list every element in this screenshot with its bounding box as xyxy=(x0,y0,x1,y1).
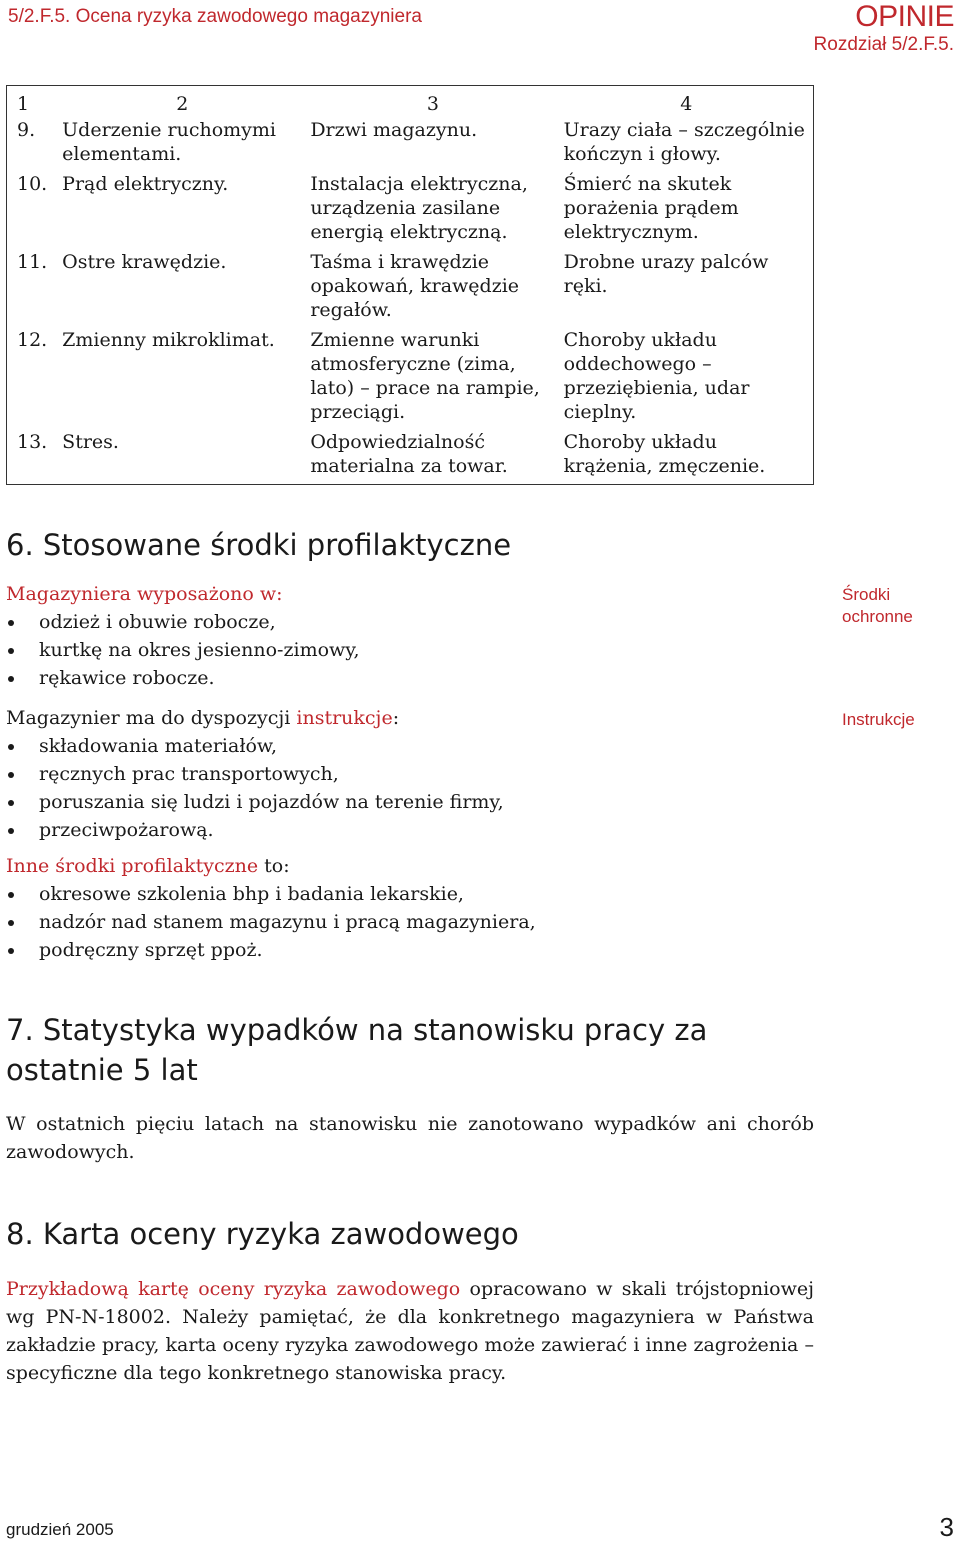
other-measures-block xyxy=(6,852,814,964)
table-row xyxy=(7,430,814,485)
running-header-right xyxy=(814,0,954,56)
effect-cell: Choroby układu krążenia, zmęczenie. xyxy=(563,431,766,477)
hazard-cell: Stres. xyxy=(62,431,119,453)
table-row xyxy=(7,250,814,328)
hazard-cell: Ostre krawędzie. xyxy=(62,251,227,273)
list-item: okresowe szkolenia bhp i badania lekarskie, xyxy=(6,880,814,908)
section-7-heading-line: ostatnie 5 lat xyxy=(6,1053,198,1087)
instructions-list xyxy=(6,732,814,844)
instructions-intro xyxy=(6,704,814,732)
table-row xyxy=(7,328,814,430)
hazards-table xyxy=(6,85,814,485)
list-item: rękawice robocze. xyxy=(6,664,814,692)
equipment-block xyxy=(6,580,814,692)
margin-note-protective xyxy=(842,584,913,628)
section-8-keyword: Przykładową kartę oceny ryzyka zawodowego xyxy=(6,1278,461,1300)
effect-cell: Urazy ciała – szczególnie kończyn i głowy. xyxy=(563,119,805,165)
hazard-cell: Uderzenie ruchomymi elementami. xyxy=(62,119,277,165)
section-8-body: opracowano w skali trójstopniowej wg PN-N-18002. Należy pamiętać, że dla konkretnego magazyniera w Państwa zakładzie pracy, karta oceny ryzyka zawodowego może zawierać i inne zagrożenia – specyficzne dla tego konkretnego stanowiska pracy. xyxy=(6,1278,814,1384)
page-number: 3 xyxy=(939,1512,954,1542)
margin-note-instructions: Instrukcje xyxy=(842,710,915,729)
instructions-keyword: instrukcje xyxy=(296,707,393,729)
table-row xyxy=(7,116,814,172)
section-8-heading: 8. Karta oceny ryzyka zawodowego xyxy=(6,1217,519,1251)
col-header-4: 4 xyxy=(680,93,693,115)
effect-cell: Drobne urazy palców ręki. xyxy=(563,251,769,297)
row-number: 11. xyxy=(17,251,48,273)
effect-cell: Choroby układu oddechowego – przeziębienia, udar cieplny. xyxy=(563,329,750,423)
source-cell: Taśma i krawędzie opakowań, krawędzie regałów. xyxy=(310,251,520,321)
equipment-intro: Magazyniera wyposażono w: xyxy=(6,583,283,605)
equipment-list xyxy=(6,608,814,692)
col-header-1: 1 xyxy=(17,93,30,115)
table-header-row xyxy=(7,86,814,117)
row-number: 9. xyxy=(17,119,36,141)
source-cell: Drzwi magazynu. xyxy=(310,119,478,141)
instructions-intro-colon: : xyxy=(392,707,400,729)
source-cell: Instalacja elektryczna, urządzenia zasilane energią elektryczną. xyxy=(310,173,528,243)
footer-date: grudzień 2005 xyxy=(6,1520,114,1539)
running-header-title: 5/2.F.5. Ocena ryzyka zawodowego magazyniera xyxy=(8,6,422,27)
source-cell: Zmienne warunki atmosferyczne (zima, lato) – prace na rampie, przeciągi. xyxy=(310,329,540,423)
list-item: kurtkę na okres jesienno-zimowy, xyxy=(6,636,814,664)
instructions-intro-text: Magazynier ma do dyspozycji xyxy=(6,707,297,729)
section-7-heading xyxy=(6,1010,707,1090)
section-7-text: W ostatnich pięciu latach na stanowisku nie zanotowano wypadków ani chorób zawodowych. xyxy=(6,1113,814,1163)
source-cell: Odpowiedzialność materialna za towar. xyxy=(310,431,508,477)
row-number: 12. xyxy=(17,329,48,351)
effect-cell: Śmierć na skutek porażenia prądem elektrycznym. xyxy=(563,173,739,243)
col-header-3: 3 xyxy=(426,93,440,115)
other-measures-keyword: Inne środki profilaktyczne xyxy=(6,855,259,877)
list-item: ręcznych prac transportowych, xyxy=(6,760,814,788)
row-number: 13. xyxy=(17,431,48,453)
list-item: przeciwpożarową. xyxy=(6,816,814,844)
hazard-cell: Zmienny mikroklimat. xyxy=(62,329,275,351)
list-item: poruszania się ludzi i pojazdów na terenie firmy, xyxy=(6,788,814,816)
section-6-heading: 6. Stosowane środki profilaktyczne xyxy=(6,528,512,562)
section-8-text xyxy=(6,1275,814,1387)
list-item: odzież i obuwie robocze, xyxy=(6,608,814,636)
other-measures-list xyxy=(6,880,814,964)
section-7-heading-line: 7. Statystyka wypadków na stanowisku pracy za xyxy=(6,1013,708,1047)
margin-note-line: ochronne xyxy=(842,607,913,626)
other-measures-intro xyxy=(6,852,814,880)
list-item: podręczny sprzęt ppoż. xyxy=(6,936,814,964)
instructions-block xyxy=(6,704,814,844)
hazard-cell: Prąd elektryczny. xyxy=(62,173,229,195)
list-item: nadzór nad stanem magazynu i pracą magazyniera, xyxy=(6,908,814,936)
other-measures-intro-text: to: xyxy=(258,855,290,877)
brand-name: OPINIE xyxy=(855,0,954,33)
table-row xyxy=(7,172,814,250)
row-number: 10. xyxy=(17,173,48,195)
col-header-2: 2 xyxy=(176,93,189,115)
margin-note-line: Środki xyxy=(842,585,891,604)
chapter-label: Rozdział 5/2.F.5. xyxy=(813,34,954,55)
list-item: składowania materiałów, xyxy=(6,732,814,760)
